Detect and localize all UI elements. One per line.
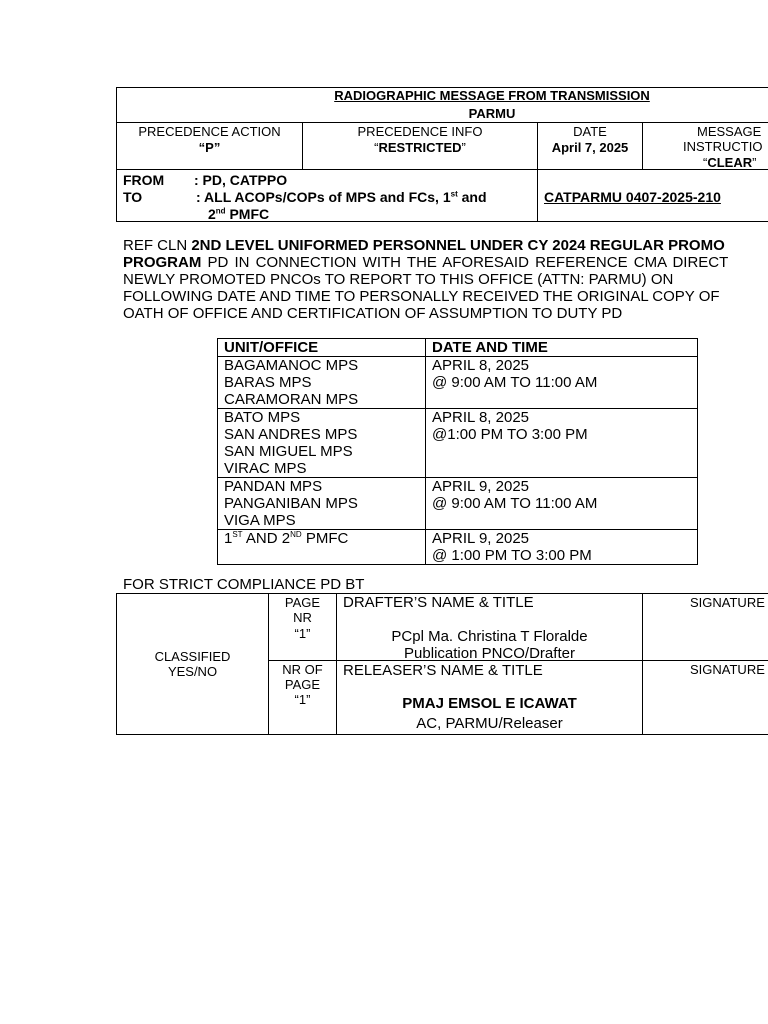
table-row [218,409,698,478]
table-row [218,357,698,409]
unit-cell: BATO MPS SAN ANDRES MPS SAN MIGUEL MPS VIRAC MPS [218,409,426,478]
datetime-cell: APRIL 9, 2025 @ 1:00 PM TO 3:00 PM [426,530,698,565]
body-line-5: OATH OF OFFICE AND CERTIFICATION OF ASSUMPTION TO DUTY PD [123,305,623,322]
message-instruction-label: MESSAGE [697,124,762,139]
office-name: PARMU [468,106,516,121]
divider [642,122,643,169]
body-line-3: NEWLY PROMOTED PNCOs TO REPORT TO THIS OFFICE (ATTN: PARMU) ON [123,271,674,288]
from-value: : PD, CATPPO [194,172,288,188]
from-label: FROM [123,172,165,188]
table-row [218,478,698,530]
reference-number: CATPARMU 0407-2025-210 [544,189,721,205]
column-header-unit: UNIT/OFFICE [218,339,426,357]
to-value-continued: 2nd PMFC [208,206,270,222]
unit-cell: BAGAMANOC MPS BARAS MPS CARAMORAN MPS [218,357,426,409]
divider [336,593,337,734]
body-line-4: FOLLOWING DATE AND TIME TO PERSONALLY RECEIVED THE ORIGINAL COPY OF [123,288,720,305]
releaser-label: RELEASER’S NAME & TITLE [343,662,543,679]
drafter-title: Publication PNCO/Drafter [404,645,575,662]
date-value: April 7, 2025 [551,140,629,155]
to-value: : ALL ACOPs/COPs of MPS and FCs, 1st and [196,189,487,205]
divider [116,169,768,170]
drafter-name: PCpl Ma. Christina T Floralde [391,628,588,645]
column-header-datetime: DATE AND TIME [426,339,698,357]
classified-label: CLASSIFIED [154,649,231,664]
signature-label: SIGNATURE [690,595,765,610]
precedence-action-label: PRECEDENCE ACTION [138,124,281,139]
nr-of-page-value: “1” [294,692,311,707]
drafter-label: DRAFTER’S NAME & TITLE [343,594,534,611]
datetime-cell: APRIL 8, 2025 @ 9:00 AM TO 11:00 AM [426,357,698,409]
divider [642,593,643,734]
to-label: TO [123,189,143,205]
unit-cell: 1ST AND 2ND PMFC [218,530,426,565]
table-header-row [218,339,698,357]
page-nr-label: PAGE [284,595,321,610]
classified-options: YES/NO [167,664,218,679]
date-label: DATE [573,124,607,139]
datetime-cell: APRIL 8, 2025 @1:00 PM TO 3:00 PM [426,409,698,478]
message-instruction-label-2: INSTRUCTIO [683,139,763,154]
body-line-2: PROGRAM PD IN CONNECTION WITH THE AFORESAID REFERENCE CMA DIRECT [123,254,729,271]
unit-cell: PANDAN MPS PANGANIBAN MPS VIGA MPS [218,478,426,530]
compliance-line: FOR STRICT COMPLIANCE PD BT [123,576,365,593]
body-line-1: REF CLN 2ND LEVEL UNIFORMED PERSONNEL UNDER CY 2024 REGULAR PROMO [123,237,725,254]
precedence-info-label: PRECEDENCE INFO [357,124,483,139]
table-row [218,530,698,565]
nr-of-page-label: NR OF [282,662,323,677]
page-nr-value: “1” [294,626,311,641]
precedence-action-value: “P” [198,140,221,155]
schedule-table [217,338,698,565]
nr-of-page-label-2: PAGE [284,677,321,692]
page-nr-label-2: NR [293,610,312,625]
signature-label-2: SIGNATURE [690,662,765,677]
datetime-cell: APRIL 9, 2025 @ 9:00 AM TO 11:00 AM [426,478,698,530]
releaser-title: AC, PARMU/Releaser [416,715,563,732]
message-title: RADIOGRAPHIC MESSAGE FROM TRANSMISSION [334,88,650,103]
releaser-name: PMAJ EMSOL E ICAWAT [402,695,577,712]
precedence-info-value: “RESTRICTED” [374,140,466,155]
divider [116,122,768,123]
message-instruction-value: “CLEAR” [703,155,757,170]
